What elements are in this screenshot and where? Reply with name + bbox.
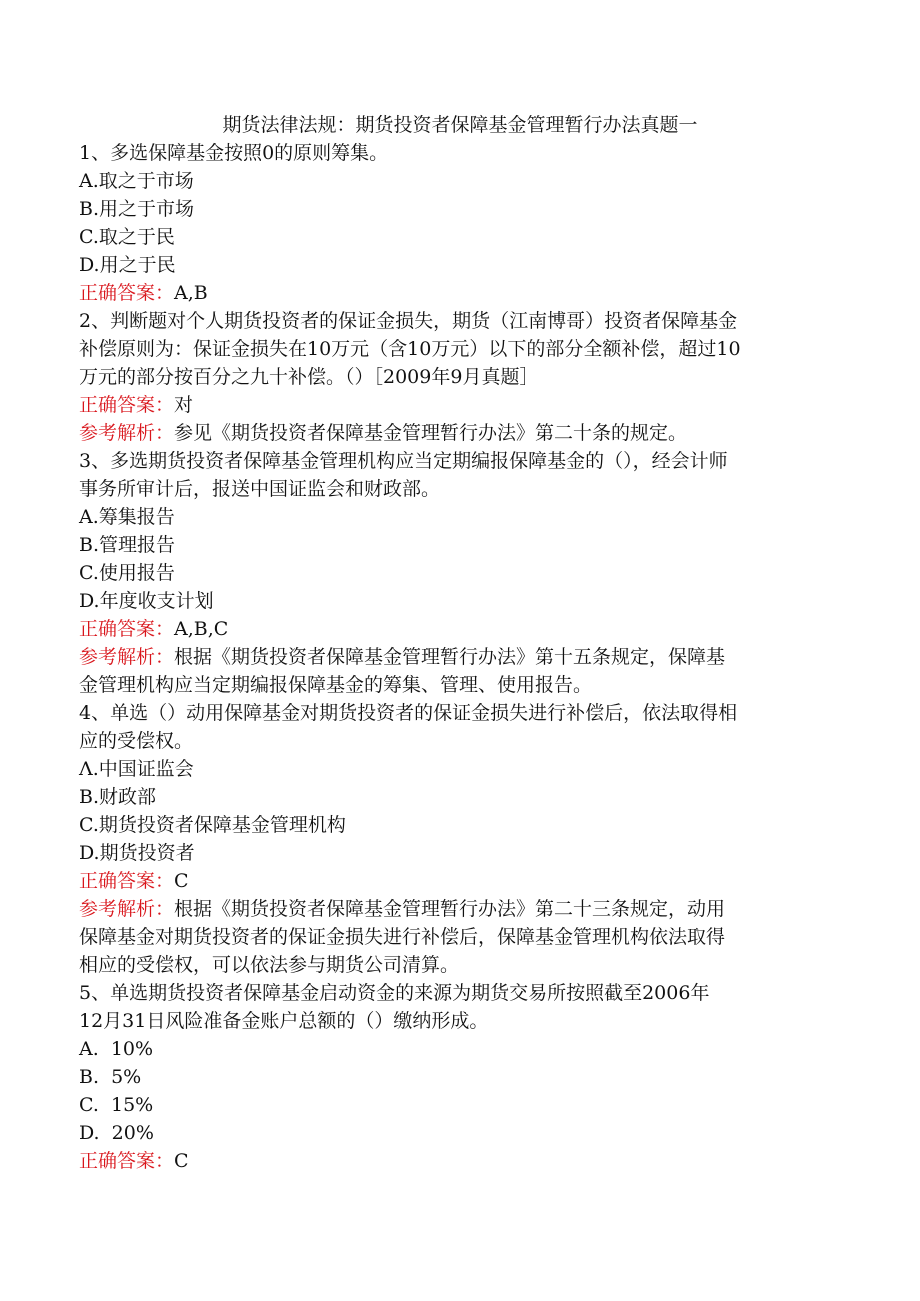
- q1-answer: [79, 280, 208, 306]
- q2-stem-line: 万元的部分按百分之九十补偿。（）［2009年9月真题］: [79, 366, 539, 388]
- q4-analysis-line: 保障基金对期货投资者的保证金损失进行补偿后，保障基金管理机构依法取得: [79, 926, 726, 948]
- answer-label: 正确答案：: [79, 394, 175, 416]
- q2-stem-line: 2、判断题对个人期货投资者的保证金损失，期货（江南博哥）投资者保障基金: [79, 310, 738, 332]
- q5-option-c: C. 15%: [79, 1094, 154, 1116]
- q1-option-a: A.取之于市场: [79, 170, 194, 192]
- analysis-text: 参见《期货投资者保障基金管理暂行办法》第二十条的规定。: [174, 422, 688, 444]
- q3-option-c: C.使用报告: [79, 562, 175, 584]
- q4-stem-line: 应的受偿权。: [79, 730, 194, 752]
- q2-answer: [79, 392, 193, 418]
- answer-label: 正确答案：: [79, 870, 175, 892]
- answer-label: 正确答案：: [79, 618, 175, 640]
- analysis-text: 根据《期货投资者保障基金管理暂行办法》第十五条规定，保障基: [174, 646, 726, 668]
- q4-option-d: D.期货投资者: [79, 842, 195, 864]
- q2-stem-line: 补偿原则为：保证金损失在10万元（含10万元）以下的部分全额补偿，超过10: [79, 338, 741, 360]
- q3-stem-line: 事务所审计后，报送中国证监会和财政部。: [79, 478, 441, 500]
- q1-option-d: D.用之于民: [79, 254, 176, 276]
- q1-option-b: B.用之于市场: [79, 198, 195, 220]
- analysis-text: 根据《期货投资者保障基金管理暂行办法》第二十三条规定，动用: [174, 898, 726, 920]
- answer-value: C: [174, 870, 189, 892]
- analysis-label: 参考解析：: [79, 898, 175, 920]
- q5-answer: [79, 1148, 189, 1174]
- q2-analysis: [79, 420, 687, 446]
- answer-value: A,B: [174, 282, 208, 304]
- analysis-label: 参考解析：: [79, 422, 175, 444]
- q5-option-a: A. 10%: [79, 1038, 154, 1060]
- q1-option-c: C.取之于民: [79, 226, 175, 248]
- q3-option-a: A.筹集报告: [79, 506, 175, 528]
- q3-stem-line: 3、多选期货投资者保障基金管理机构应当定期编报保障基金的（），经会计师: [79, 450, 728, 472]
- q3-analysis: [79, 644, 725, 670]
- q5-stem-line: 5、单选期货投资者保障基金启动资金的来源为期货交易所按照截至2006年: [79, 982, 710, 1004]
- answer-value: A,B,C: [174, 618, 229, 640]
- answer-value: C: [174, 1150, 189, 1172]
- q4-option-c: C.期货投资者保障基金管理机构: [79, 814, 346, 836]
- q4-stem-line: 4、单选（）动用保障基金对期货投资者的保证金损失进行补偿后，依法取得相: [79, 702, 738, 724]
- q4-option-b: B.财政部: [79, 786, 157, 808]
- answer-label: 正确答案：: [79, 1150, 175, 1172]
- q1-stem: 1、多选保障基金按照0的原则筹集。: [79, 142, 389, 164]
- q4-answer: [79, 868, 189, 894]
- q3-analysis-line: 金管理机构应当定期编报保障基金的筹集、管理、使用报告。: [79, 674, 593, 696]
- q4-analysis: [79, 896, 725, 922]
- q5-option-d: D. 20%: [79, 1122, 154, 1144]
- q4-analysis-line: 相应的受偿权，可以依法参与期货公司清算。: [79, 954, 460, 976]
- answer-value: 对: [174, 394, 194, 416]
- q3-option-d: D.年度收支计划: [79, 590, 214, 612]
- answer-label: 正确答案：: [79, 282, 175, 304]
- document-title: 期货法律法规：期货投资者保障基金管理暂行办法真题一: [222, 114, 698, 136]
- q5-option-b: B. 5%: [79, 1066, 142, 1088]
- q5-stem-line: 12月31日风险准备金账户总额的（）缴纳形成。: [79, 1010, 489, 1032]
- analysis-label: 参考解析：: [79, 646, 175, 668]
- q3-option-b: B.管理报告: [79, 534, 176, 556]
- q3-answer: [79, 616, 228, 642]
- q4-option-a: Λ.中国证监会: [79, 758, 194, 780]
